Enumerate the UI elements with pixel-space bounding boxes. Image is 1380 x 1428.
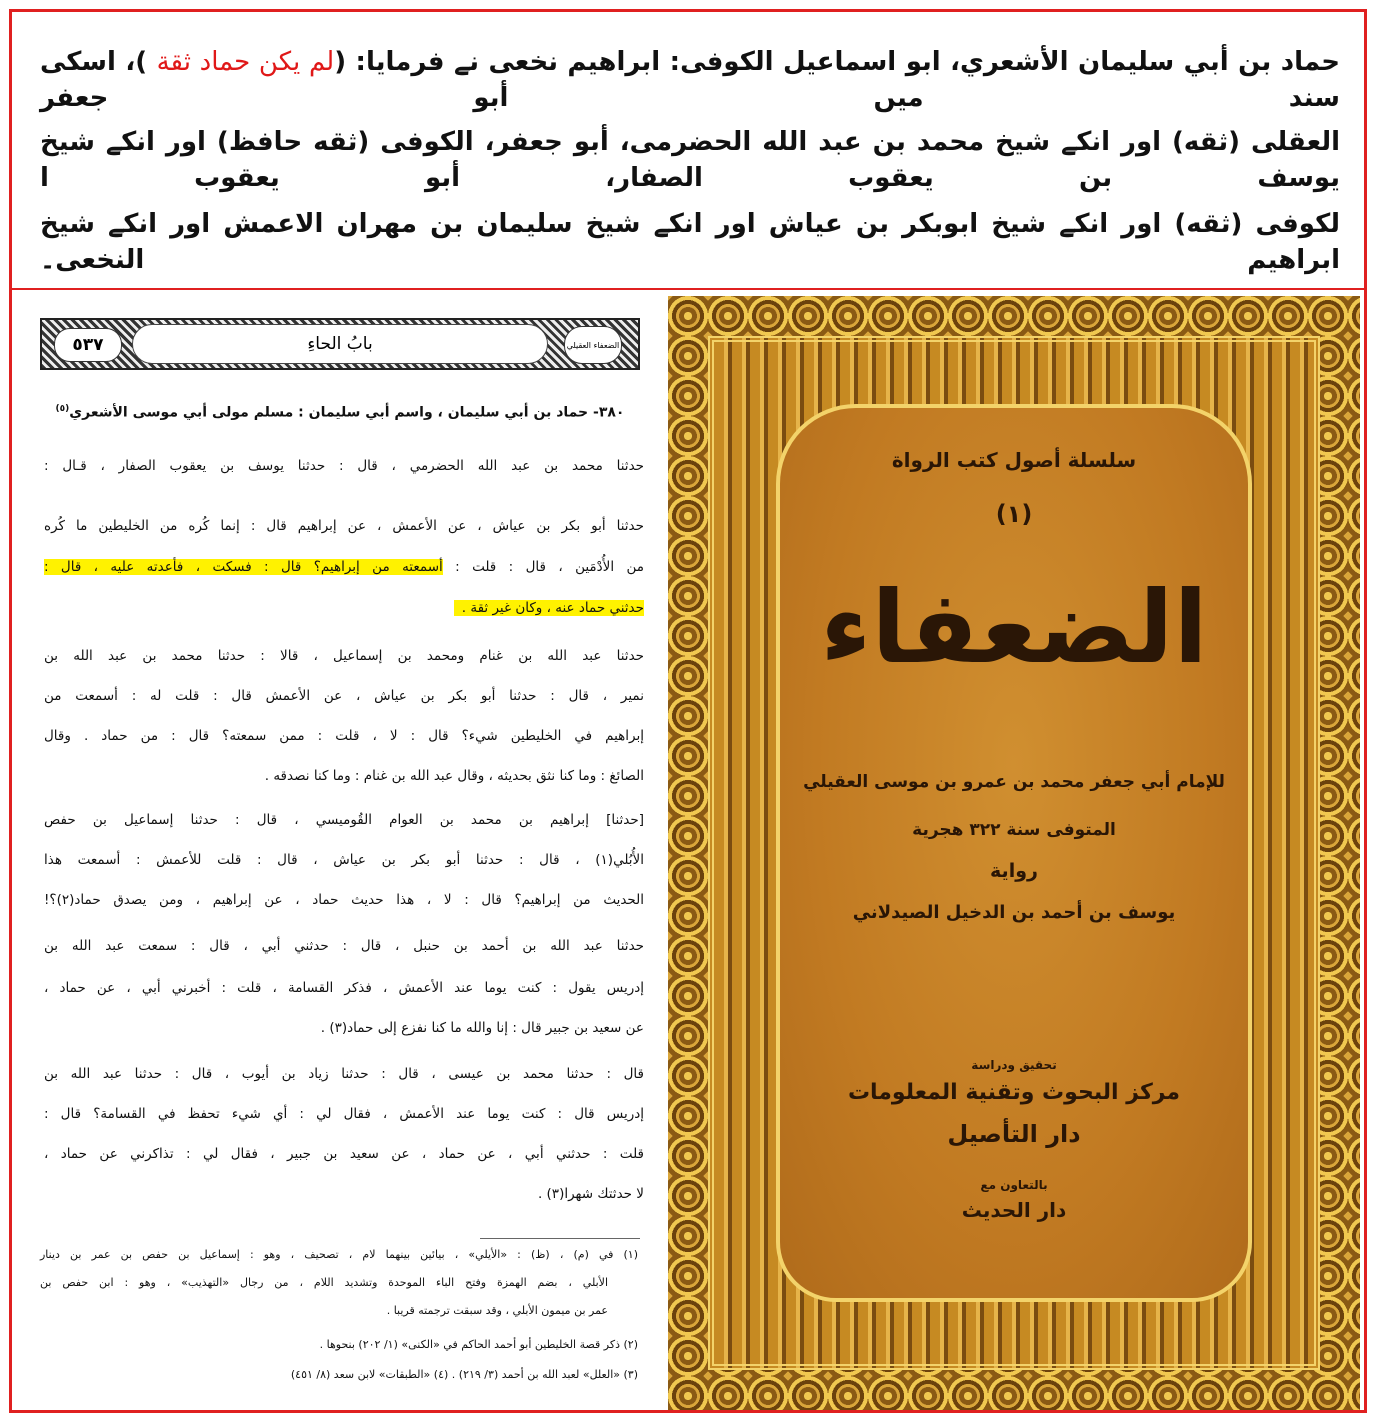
footnote-ref: (٥) [55,404,70,414]
divider [10,288,1366,290]
text-line: إدريس يقول : كنت يوما عند الأعمش ، فذكر القسامة ، قلت : أخبرني أبي ، عن حماد ، [44,980,644,996]
book-cover [668,296,1360,1410]
cover-riwaya: رواية [990,860,1038,882]
text-line: قال : حدثنا محمد بن عيسى ، قال : حدثنا زياد بن أيوب ، قال : حدثنا عبد الله بن [44,1066,644,1082]
text-line: إبراهيم في الخليطين شيء؟ قال : لا ، قلت : ممن سمعته؟ قال : من حماد . وقال [44,728,644,744]
chapter-title: بابُ الحاءِ [132,324,548,364]
text-line: حدثنا عبد الله بن أحمد بن حنبل ، قال : حدثني أبي ، قال : سمعت عبد الله بن [44,938,644,954]
urdu-line-3: لکوفی (ثقه) اور انکے شیخ ابوبکر بن عیاش اور انکے شیخ سلیمان بن مهران الاعمش اور انکے شیخ ابراھیم النخعی۔ [40,209,1340,275]
footnote: (٣) «العلل» لعبد الله بن أحمد (٣/ ٢١٩) . (٤) «الطبقات» لابن سعد (٨/ ٤٥١) [290,1368,638,1381]
entry-title [40,404,640,421]
text-part: من الأُدْمَين ، قال : قلت : [442,559,644,575]
highlighted-text: أسمعته من إبراهيم؟ قال : فسكت ، فأعدته عليه ، قال : [44,559,443,575]
cover-dar: دار التأصيل [947,1120,1081,1148]
urdu-line-1 [40,44,1340,116]
text-line [44,556,644,578]
text-line: حدثنا عبد الله بن غنام ومحمد بن إسماعيل ، قالا : حدثنا محمد بن عبد الله بن [44,648,644,664]
text-line: الحديث من إبراهيم؟ قال : لا ، هذا حديث حماد ، عن إبراهيم ، ومن يصدق حماد(٢)؟! [44,892,644,908]
footnote: الأبلي ، بضم الهمزة وفتح الباء الموحدة وتشديد اللام ، من رجال «التهذيب» ، وهو : ابن حفص بن [40,1276,608,1289]
cover-series: سلسلة أصول كتب الرواة [891,448,1137,472]
footnote-rule [480,1238,640,1239]
footnote: عمر بن ميمون الأبلي ، وقد سبقت ترجمته قريبا . [386,1304,608,1317]
text-line: [حدثنا] إبراهيم بن محمد بن العوام القُوميسي ، قال : حدثنا إسماعيل بن حفص [44,812,644,828]
book-seal: الضعفاء العقيلي [564,326,622,364]
urdu-text: )، اسکی سند میں أبو جعفر [40,47,1340,113]
text-line: حدثنا أبو بكر بن عياش ، عن الأعمش ، عن إبراهيم قال : إنما كُره من الخليطين ما كُره [44,518,644,534]
footnote: (٢) ذكر قصة الخليطين أبو أحمد الحاكم في «الكنى» (١/ ٢٠٢) بنحوها . [319,1338,638,1351]
text-line: عن سعيد بن جبير قال : إنا والله ما كنا نفزع إلى حماد(٣) . [320,1020,644,1036]
text-line: حدثنا محمد بن عبد الله الحضرمي ، قال : حدثنا يوسف بن يعقوب الصفار ، قـال : [44,458,644,474]
text-line [44,597,644,619]
cover-publisher-label: بالتعاون مع [980,1178,1048,1192]
cover-death-year: المتوفى سنة ٣٢٢ هجرية [912,820,1116,840]
page-number: ٥٣٧ [54,328,122,362]
cover-narrator: يوسف بن أحمد بن الدخيل الصيدلاني [852,902,1176,923]
cover-author: للإمام أبي جعفر محمد بن عمرو بن موسى العقيلي [803,772,1225,792]
entry-title-text: ٣٨٠- حماد بن أبي سليمان ، واسم أبي سليمان : مسلم مولى أبي موسى الأشعري [69,404,625,421]
text-line: قلت : حدثني أبي ، عن حماد ، عن سعيد بن جبير ، فقال لي : تذاكرني عن حماد ، [44,1146,644,1162]
text-line: إدريس قال : كنت يوما عند الأعمش ، فقال لي : أي شيء تحفظ في القسامة؟ قال : [44,1106,644,1122]
urdu-line-2: العقلی (ثقه) اور انکے شیخ محمد بن عبد الله الحضرمی، أبو جعفر، الکوفی (ثقه حافظ) اور انکے شیخ یوسف بن یعقوب الصفار، أبو یعقوب ا [40,127,1340,193]
highlighted-text: حدثني حماد عنه ، وكان غير ثقة . [454,600,644,616]
cover-panel [776,404,1252,1302]
cover-tahqiq: تحقيق ودراسة [971,1058,1057,1072]
text-line: نمير ، قال : حدثنا أبو بكر بن عياش ، عن الأعمش قال : قلت له : أسمعت من [44,688,644,704]
text-line: الصائغ : وما كنا نثق بحديثه ، وقال عبد الله بن غنام : وما كنا نصدقه . [264,768,644,784]
cover-research-center: مركز البحوث وتقنية المعلومات [847,1080,1181,1105]
footnote: (١) في (م) ، (ظ) : «الأيلي» ، بيائين بينهما لام ، تصحيف ، وهو : إسماعيل بن حفص بن عمر بن دينار [40,1248,638,1261]
text-line: الأُبُلي(١) ، قال : حدثنا أبو بكر بن عياش ، قال : قلت للأعمش : أسمعت هذا [44,852,644,868]
urdu-red-quote: لم يكن حماد ثقة [156,47,335,77]
cover-title: الضعفاء [820,569,1208,686]
cover-publisher: دار الحديث [961,1198,1067,1222]
text-line: لا حدثتك شهرا(٣) . [537,1186,644,1202]
page-header [40,318,640,370]
cover-volume: (١) [995,500,1033,528]
urdu-text: حماد بن أبي سليمان الأشعري، ابو اسماعیل الکوفی: ابراھیم نخعی نے فرمایا: ( [334,47,1340,77]
